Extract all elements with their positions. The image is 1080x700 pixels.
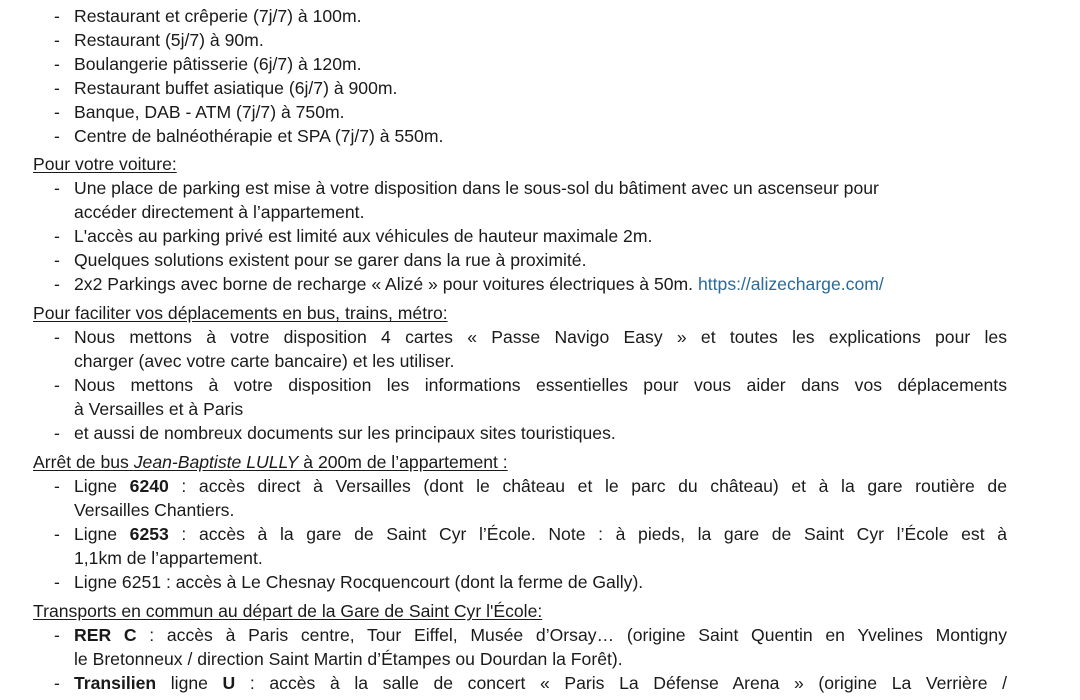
list-item-continuation: accéder directement à l’appartement. xyxy=(74,202,365,222)
list-item: - Restaurant et crêperie (7j/7) à 100m. xyxy=(54,6,362,26)
alizecharge-link[interactable]: https://alizecharge.com/ xyxy=(697,274,884,294)
list-item-continuation: charger (avec votre carte bancaire) et les utiliser. xyxy=(74,351,455,371)
section-heading-trains: Transports en commun au départ de la Gare de Saint Cyr l'École: xyxy=(33,601,543,621)
list-item: - xyxy=(54,673,60,693)
list-item: - Boulangerie pâtisserie (6j/7) à 120m. xyxy=(54,54,362,74)
list-item: - Restaurant (5j/7) à 90m. xyxy=(54,30,264,50)
list-item: - Ligne 6251 : accès à Le Chesnay Rocquencourt (dont la ferme de Gally). xyxy=(54,572,644,592)
list-item: - Restaurant buffet asiatique (6j/7) à 900m. xyxy=(54,78,398,98)
list-item-text: Nous mettons à votre disposition 4 cartes « Passe Navigo Easy » et toutes les explications pour les xyxy=(74,327,1007,347)
list-item: - 2x2 Parkings avec borne de recharge « Alizé » pour voitures électriques à 50m. https://alizecharge.com/ xyxy=(54,274,884,294)
list-item-text: RER C : accès à Paris centre, Tour Eiffel, Musée d’Orsay… (origine Saint Quentin en Yvelines Montigny xyxy=(74,625,1007,645)
list-item-continuation: à Versailles et à Paris xyxy=(74,399,244,419)
list-item-continuation: le Bretonneux / direction Saint Martin d’Étampes ou Dourdan la Forêt). xyxy=(74,649,623,669)
list-item-text: Ligne 6240 : accès direct à Versailles (dont le château et le parc du château) et à la gare routière de xyxy=(74,476,1008,496)
list-item-text: Nous mettons à votre disposition les informations essentielles pour vous aider dans vos déplacements xyxy=(74,375,1007,395)
list-item: - xyxy=(54,625,60,645)
list-item: - xyxy=(54,476,60,496)
list-item: - xyxy=(54,524,60,544)
list-item: - L'accès au parking privé est limité aux véhicules de hauteur maximale 2m. xyxy=(54,226,653,246)
list-item-continuation: Versailles Chantiers. xyxy=(74,500,235,520)
list-item-text: Ligne 6253 : accès à la gare de Saint Cyr l’École. Note : à pieds, la gare de Saint Cyr l’École est à xyxy=(74,524,1007,544)
list-item: - xyxy=(54,327,60,347)
list-item: - Banque, DAB - ATM (7j/7) à 750m. xyxy=(54,102,345,122)
section-heading-car: Pour votre voiture: xyxy=(33,154,177,174)
list-item: - et aussi de nombreux documents sur les principaux sites touristiques. xyxy=(54,423,616,443)
list-item-continuation: 1,1km de l’appartement. xyxy=(74,548,263,568)
list-item: - xyxy=(54,375,60,395)
list-item-text: Transilien ligne U : accès à la salle de concert « Paris La Défense Arena » (origine La Verrière / xyxy=(74,673,1007,693)
section-heading-transit: Pour faciliter vos déplacements en bus, trains, métro: xyxy=(33,303,448,323)
list-item: - Centre de balnéothérapie et SPA (7j/7) à 550m. xyxy=(54,126,444,146)
list-item: - Une place de parking est mise à votre disposition dans le sous-sol du bâtiment avec un ascenseur pour xyxy=(54,178,879,198)
section-heading-bus: Arrêt de bus Jean-Baptiste LULLY à 200m de l’appartement : xyxy=(33,452,508,472)
list-item: - Quelques solutions existent pour se garer dans la rue à proximité. xyxy=(54,250,587,270)
